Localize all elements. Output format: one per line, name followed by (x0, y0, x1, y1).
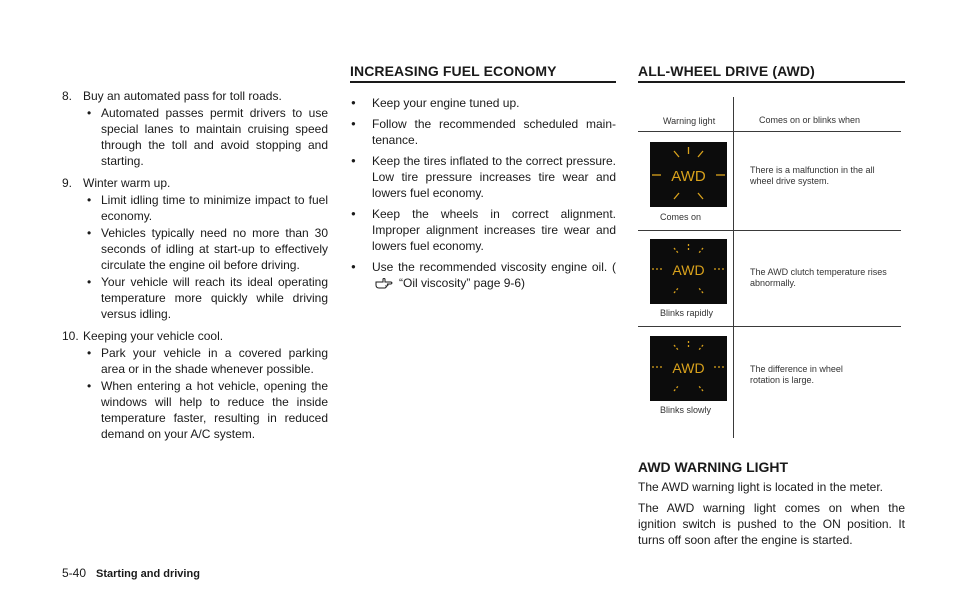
fuel-bullet: ● Keep the tires inflated to the correct pressure. Low tire pressure increases tire wear and lowers fuel economy. (350, 153, 616, 201)
page-number: 5-40 (62, 566, 87, 580)
list-item-cool (62, 328, 328, 442)
fuel-bullet: ● Keep your engine tuned up. (350, 95, 616, 111)
awd-indicator-slow (650, 336, 727, 401)
list-item-winter (62, 175, 328, 322)
fuel-bullet: ● Follow the recommended scheduled main-tenance. (350, 116, 616, 148)
sub-list (85, 105, 328, 169)
sub-bullet: • Limit idling time to minimize impact to fuel economy. (85, 192, 328, 224)
caption-comes-on: Comes on (660, 212, 702, 222)
header-warning-light: Warning light (663, 116, 716, 126)
middle-column (350, 62, 616, 299)
awd-para-behavior: The AWD warning light comes on when the ignition switch is pushed to the ON position. It turns off soon after the engine is started. (638, 501, 905, 547)
page-footer (62, 565, 200, 582)
awd-indicator-table (638, 97, 905, 441)
right-column (638, 62, 905, 553)
item-number: 9. (62, 176, 73, 190)
item-title: Buy an automated pass for toll roads. (83, 89, 282, 103)
header-description: Comes on or blinks when (759, 115, 861, 125)
item-number: 10. (62, 329, 79, 343)
caption-blinks-slowly: Blinks slowly (660, 405, 712, 415)
sub-bullet: • Automated passes permit drivers to use special lanes to maintain cruising speed through the toll and avoid stopping and starting. (85, 105, 328, 169)
awd-warning-heading: AWD WARNING LIGHT (638, 459, 789, 475)
row-rule (638, 326, 901, 327)
caption-blinks-rapidly: Blinks rapidly (660, 308, 714, 318)
item-number: 8. (62, 89, 73, 103)
row-rule (638, 230, 901, 231)
awd-indicator-rapid (650, 239, 727, 304)
awd-label: AWD (672, 360, 705, 376)
fuel-bullet: ● Keep the wheels in correct alignment. Improper alignment increases tire wear and lowers fuel economy. (350, 206, 616, 254)
desc-wheel-rotation: The difference in wheel rotation is large. (750, 364, 843, 385)
awd-para-location: The AWD warning light is located in the meter. (638, 480, 884, 494)
section-title: Starting and driving (96, 568, 200, 580)
table-divider (733, 97, 734, 438)
reference-hand-icon (375, 276, 395, 294)
oil-viscosity-reference[interactable]: “Oil viscosity” page 9-6) (399, 276, 526, 290)
awd-label: AWD (672, 262, 705, 278)
sub-bullet: • Your vehicle will reach its ideal operating temperature more quickly while driving versus idling. (85, 274, 328, 322)
awd-label: AWD (671, 168, 706, 185)
fuel-economy-heading: INCREASING FUEL ECONOMY (350, 62, 616, 83)
ref-open: ( (612, 260, 616, 274)
awd-heading: ALL-WHEEL DRIVE (AWD) (638, 62, 905, 83)
sub-bullet: • Park your vehicle in a covered parking area or in the shade whenever possible. (85, 345, 328, 377)
sub-bullet: • When entering a hot vehicle, opening the windows will help to reduce the inside temperature faster, resulting in reduced demand on your A/C system. (85, 378, 328, 442)
header-rule (638, 131, 901, 132)
fuel-bullet-oil (350, 259, 616, 294)
sub-bullet: • Vehicles typically need no more than 30 seconds of idling at start-up to effectively circulate the engine oil before driving. (85, 225, 328, 273)
item-title: Keeping your vehicle cool. (83, 329, 224, 343)
oil-text: Use the recommended viscosity engine oil. (372, 260, 608, 274)
sub-list (85, 345, 328, 442)
desc-clutch-temp: The AWD clutch temperature rises abnormally. (750, 267, 887, 288)
item-title: Winter warm up. (83, 176, 171, 190)
desc-malfunction: There is a malfunction in the all wheel drive system. (750, 165, 875, 186)
list-item-toll (62, 88, 328, 169)
awd-indicator-on (650, 142, 727, 207)
sub-list (85, 192, 328, 322)
fuel-economy-list (350, 95, 616, 294)
left-column (62, 88, 328, 448)
